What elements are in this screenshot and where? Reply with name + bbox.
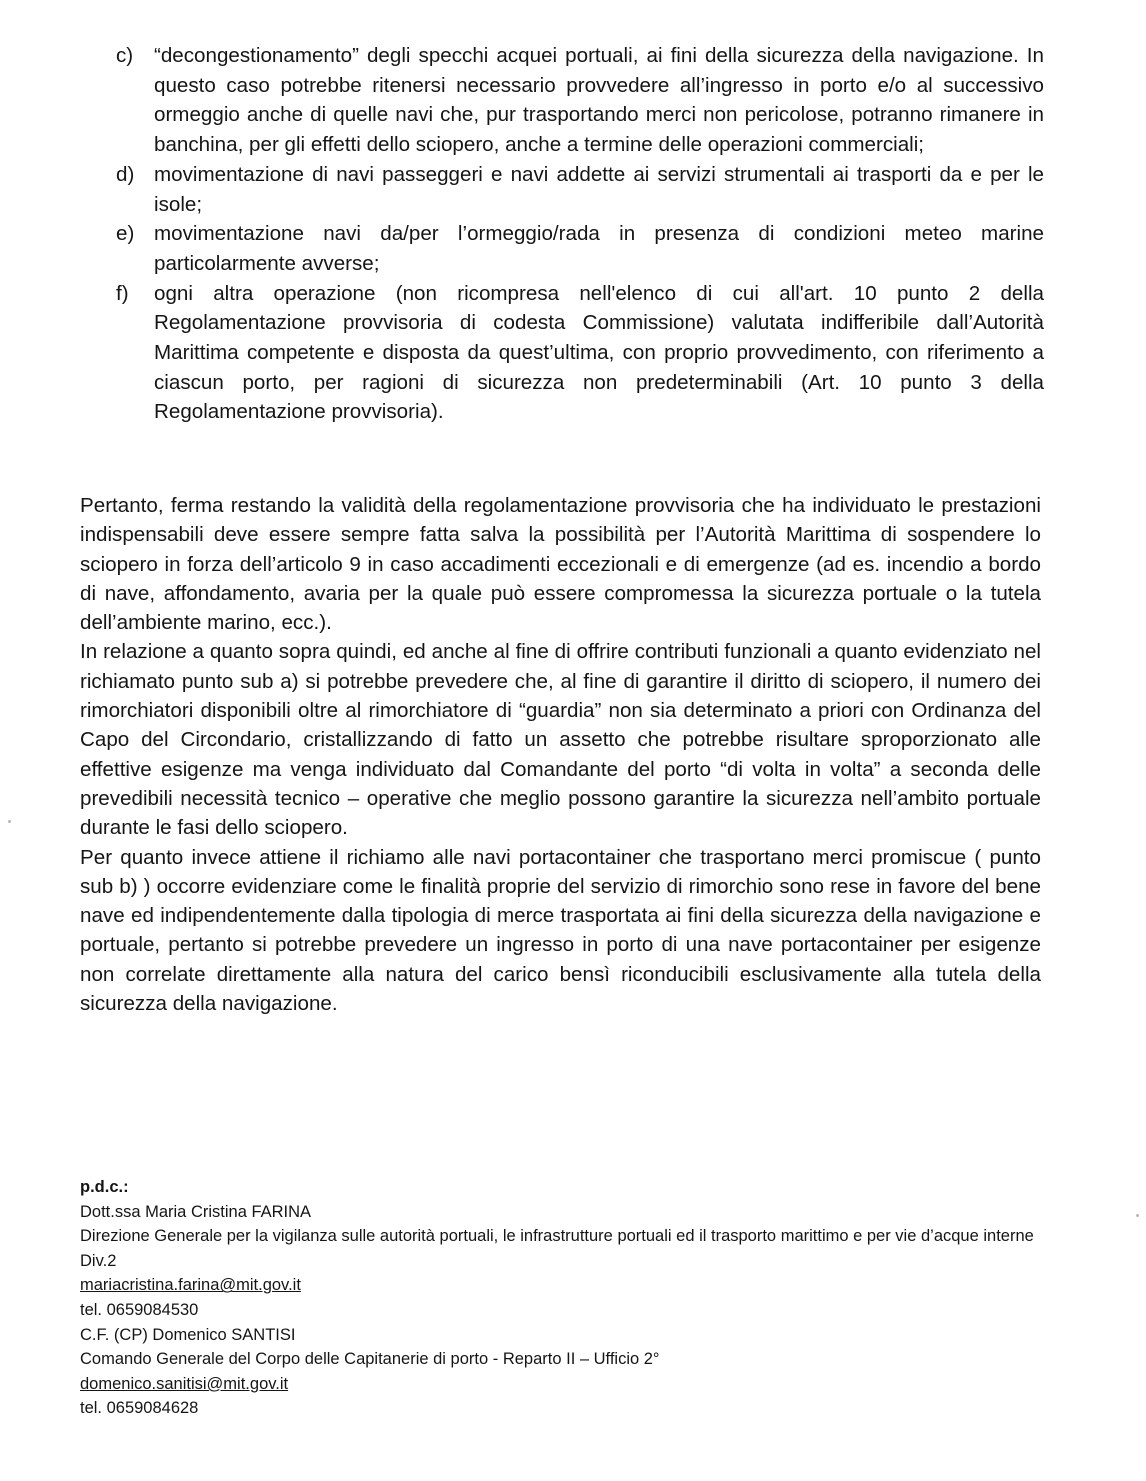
- contact-email-link[interactable]: mariacristina.farina@mit.gov.it: [80, 1276, 301, 1295]
- contact-name: Dott.ssa Maria Cristina FARINA: [80, 1202, 312, 1221]
- list-item-f: [116, 279, 1044, 428]
- contact-office: Comando Generale del Corpo delle Capitanerie di porto - Reparto II – Ufficio 2°: [80, 1350, 660, 1369]
- paragraph-in-relazione: In relazione a quanto sopra quindi, ed anche al fine di offrire contributi funzionali a quanto evidenziato nel richiamato punto sub a) si potrebbe prevedere che, al fine di garantire il diritto di sciopero, il numero dei rimorchiatori disponibili oltre al rimorchiatore di “guardia” non sia determinato a priori con Ordinanza del Capo del Circondario, cristallizzando di fatto un assetto che potrebbe risultare sproporzionato alle effettive esigenze ma venga individuato dal Comandante del porto “di volta in volta” a seconda delle prevedibili necessità tecnico – operative che meglio possono garantire la sicurezza nell’ambito portuale durante le fasi dello sciopero.: [80, 640, 1041, 840]
- list-item-text: “decongestionamento” degli specchi acquei portuali, ai fini della sicurezza della navigazione. In questo caso potrebbe ritenersi necessario provvedere all’ingresso in porto e/o al successivo ormeggio anche di quelle navi che, pur trasportando merci non pericolose, potranno rimanere in banchina, per gli effetti dello sciopero, anche a termine delle operazioni commerciali;: [154, 44, 1044, 157]
- contact-phone: tel. 0659084628: [80, 1399, 199, 1418]
- list-marker: e): [116, 222, 135, 246]
- list-marker: f): [116, 281, 129, 305]
- list-item-d: [116, 160, 1044, 219]
- contact-name: C.F. (CP) Domenico SANTISI: [80, 1325, 296, 1344]
- contact-phone: tel. 0659084530: [80, 1300, 199, 1319]
- contact-title: p.d.c.:: [80, 1178, 129, 1196]
- scan-mark: [8, 820, 11, 823]
- operations-list: [116, 41, 1044, 427]
- paragraph-per-quanto: Per quanto invece attiene il richiamo alle navi portacontainer che trasportano merci promiscue ( punto sub b) ) occorre evidenziare come le finalità proprie del servizio di rimorchio sono rese in favore del bene nave ed indipendentemente dalla tipologia di merce trasportata ai fini della sicurezza della navigazione e portuale, pertanto si potrebbe prevedere un ingresso in porto di una nave portacontainer per esigenze non correlate direttamente alla natura del carico bensì riconducibili esclusivamente alla tutela della sicurezza della navigazione.: [80, 845, 1041, 1016]
- list-item-text: movimentazione navi da/per l’ormeggio/rada in presenza di condizioni meteo marine particolarmente avverse;: [154, 222, 1044, 275]
- contact-email-link[interactable]: domenico.sanitisi@mit.gov.it: [80, 1374, 289, 1393]
- scan-mark: [1136, 1214, 1139, 1217]
- contact-office: Direzione Generale per la vigilanza sulle autorità portuali, le infrastrutture portuali ed il trasporto marittimo e per vie d’acque interne Div.2: [80, 1227, 1034, 1270]
- paragraph-pertanto: Pertanto, ferma restando la validità della regolamentazione provvisoria che ha individuato le prestazioni indispensabili deve essere sempre fatta salva la possibilità per l’Autorità Marittima di sospendere lo sciopero in forza dell’articolo 9 in caso accadimenti eccezionali e di emergenze (ad es. incendio a bordo di nave, affondamento, avaria per la quale può essere compromessa la sicurezza portuale o la tutela dell’ambiente marino, ecc.).: [80, 494, 1041, 635]
- contact-block: [80, 1175, 1070, 1421]
- list-marker: c): [116, 44, 134, 67]
- list-item-e: [116, 219, 1044, 278]
- list-item-text: ogni altra operazione (non ricompresa nell'elenco di cui all'art. 10 punto 2 della Regolamentazione provvisoria di codesta Commissione) valutata indifferibile dall’Autorità Marittima competente e disposta da quest’ultima, con proprio provvedimento, con riferimento a ciascun porto, per ragioni di sicurezza non predeterminabili (Art. 10 punto 3 della Regolamentazione provvisoria).: [154, 281, 1044, 424]
- list-marker: d): [116, 162, 135, 186]
- body-text: [80, 491, 1041, 1018]
- list-item-text: movimentazione di navi passeggeri e navi addette ai servizi strumentali ai trasporti da e per le isole;: [154, 162, 1044, 216]
- list-item-c: [116, 41, 1044, 160]
